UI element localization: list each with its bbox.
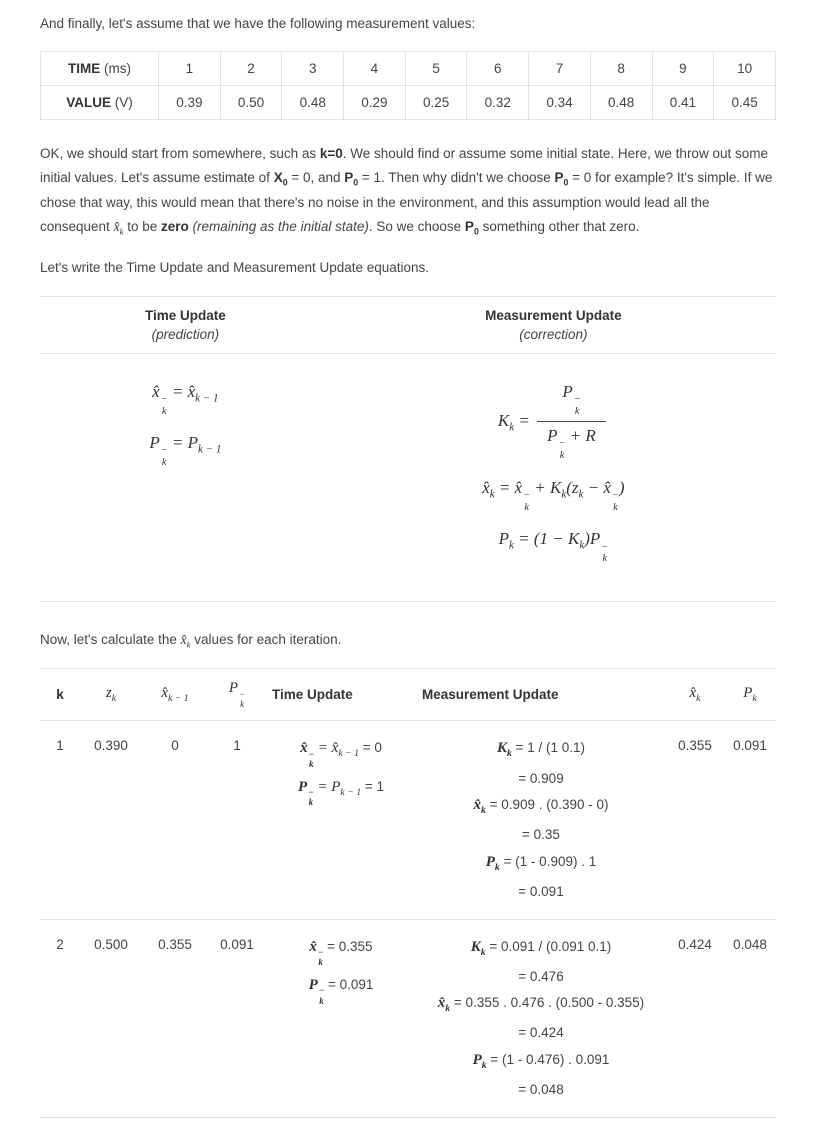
time-update-title: Time Update xyxy=(144,307,226,323)
iteration-z-cell: 0.500 xyxy=(80,919,142,1117)
iteration-x-hat-cell: 0.424 xyxy=(666,919,724,1117)
col-header-zk: $z_k$ xyxy=(80,669,142,721)
iteration-z-cell: 0.390 xyxy=(80,721,142,919)
value-cell: 0.45 xyxy=(714,86,776,120)
time-update-subtitle: (prediction) xyxy=(151,327,220,343)
iteration-x-prev-cell: 0 xyxy=(142,721,208,919)
time-cell: 10 xyxy=(714,52,776,86)
measurement-update-equations-cell xyxy=(331,353,776,601)
time-update-equation: x̂ − k = $x̂_{k - 1}$ xyxy=(152,381,219,417)
time-cell: 4 xyxy=(344,52,406,86)
value-row xyxy=(41,86,776,120)
time-cell: 8 xyxy=(590,52,652,86)
iteration-measurement-update-cell: $K_k = 1 / (1$ 0.1) = 0.909 $x̂_k = 0.909$ . (0.390 - 0) = 0.35 $P_k = (1 - 0.909)$ . 1 = 0.091 xyxy=(416,721,666,919)
value-cell: 0.48 xyxy=(590,86,652,120)
measurement-update-equation: $x̂_k$ = x̂ − k + $K_k(z_k$ − x̂ − k ) xyxy=(482,477,625,513)
iteration-measurement-update-cell: $K_k = 0.091 / (0.091$ 0.1) = 0.476 $x̂_k = 0.355$ . 0.476 . (0.500 - 0.355) = 0.424 $P_k = (1 - 0.476)$ . 0.091 = 0.048 xyxy=(416,919,666,1117)
time-update-equation: P − k = $P_{k - 1}$ xyxy=(149,433,222,469)
value-cell: 0.39 xyxy=(159,86,221,120)
time-row xyxy=(41,52,776,86)
value-row-label: VALUE (V) xyxy=(41,86,159,120)
time-row-label: TIME (ms) xyxy=(41,52,159,86)
iteration-k-cell: 1 xyxy=(40,721,80,919)
value-cell: 0.50 xyxy=(220,86,282,120)
equations-intro-paragraph: Let's write the Time Update and Measurement Update equations. xyxy=(40,259,430,275)
iteration-p-cell: 0.091 xyxy=(724,721,776,919)
iterations-intro-paragraph: Now, let's calculate the $x̂_k$ values for each iteration. xyxy=(40,631,342,650)
measurement-update-subtitle: (correction) xyxy=(519,327,588,343)
col-header-time-update: Time Update xyxy=(266,669,416,721)
col-header-x-prev: $x̂_{k - 1}$ xyxy=(142,669,208,721)
time-cell: 6 xyxy=(467,52,529,86)
time-update-equations-cell xyxy=(40,353,331,601)
measurement-table xyxy=(40,51,776,120)
time-cell: 7 xyxy=(529,52,591,86)
col-header-p-minus: P − k xyxy=(208,669,266,721)
time-update-column-header xyxy=(40,296,331,353)
iteration-x-hat-cell: 0.355 xyxy=(666,721,724,919)
measurement-update-equation: $K_k$ = P − k P − k + R xyxy=(337,382,770,462)
col-header-measurement-update: Measurement Update xyxy=(416,669,666,721)
iterations-table xyxy=(40,668,776,1117)
measurement-update-equation: $P_k = (1 - K_k)P$ − k xyxy=(498,529,609,565)
value-cell: 0.48 xyxy=(282,86,344,120)
equations-table xyxy=(40,296,776,602)
iteration-row xyxy=(40,721,776,919)
iteration-row xyxy=(40,919,776,1117)
iterations-header-row xyxy=(40,669,776,721)
time-cell: 3 xyxy=(282,52,344,86)
col-header-k: k xyxy=(40,669,80,721)
iteration-time-update-cell: x̂ − k = $x̂_{k - 1} = 0$ P − k = $P_{k - 1} = 1$ xyxy=(266,721,416,919)
iteration-k-cell: 2 xyxy=(40,919,80,1117)
equations-table-body-row xyxy=(40,353,776,601)
measurement-update-title: Measurement Update xyxy=(485,307,622,323)
value-cell: 0.41 xyxy=(652,86,714,120)
iteration-p-minus-cell: 0.091 xyxy=(208,919,266,1117)
value-cell: 0.25 xyxy=(405,86,467,120)
iteration-time-update-cell: x̂ − k = 0.355 P − k = 0.091 xyxy=(266,919,416,1117)
iteration-x-prev-cell: 0.355 xyxy=(142,919,208,1117)
measurement-update-column-header xyxy=(331,296,776,353)
time-cell: 5 xyxy=(405,52,467,86)
value-cell: 0.32 xyxy=(467,86,529,120)
col-header-p: $P_k$ xyxy=(724,669,776,721)
intro-paragraph: And finally, let's assume that we have the following measurement values: xyxy=(40,16,476,31)
iteration-p-cell: 0.048 xyxy=(724,919,776,1117)
time-cell: 9 xyxy=(652,52,714,86)
value-cell: 0.34 xyxy=(529,86,591,120)
value-cell: 0.29 xyxy=(344,86,406,120)
time-cell: 2 xyxy=(220,52,282,86)
time-cell: 1 xyxy=(159,52,221,86)
iteration-p-minus-cell: 1 xyxy=(208,721,266,919)
initial-state-paragraph: OK, we should start from somewhere, such as k=0. We should find or assume some initial state. Here, we throw out some initial values. Let's assume estimate of $X_0 = 0$, and $P_0 = 1$. Then why didn't we choose $P_0 = 0$ for example? It's simple. If we chose that way, this would mean that there's no noise in the environment, and this assumption would lead all the consequent $x̂_k$ to be zero (remaining as the initial state). So we choose $P_0$ something other that zero. xyxy=(40,146,773,238)
col-header-x-hat: $x̂_k$ xyxy=(666,669,724,721)
equations-table-header-row xyxy=(40,296,776,353)
